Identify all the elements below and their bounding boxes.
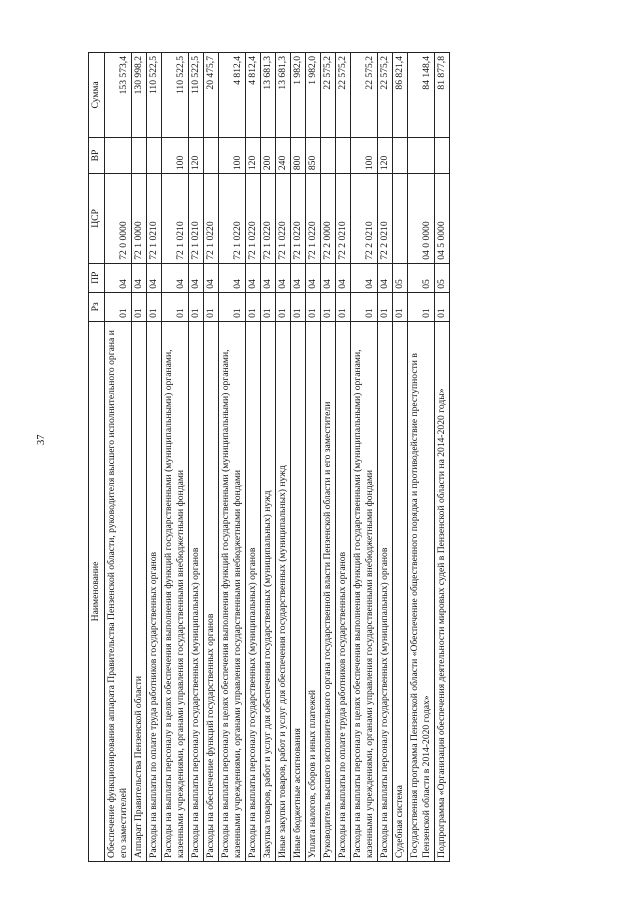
header-csr: ЦСР <box>89 174 105 264</box>
cell-vr: 200 <box>260 137 275 173</box>
cell-name: Расходы на выплаты персоналу государственных (муниципальных) органов <box>188 321 203 861</box>
table-row <box>203 53 218 862</box>
cell-pr: 04 <box>131 263 146 292</box>
cell-vr: 100 <box>218 137 245 173</box>
cell-rz: 01 <box>131 292 146 321</box>
cell-pr: 04 <box>203 263 218 292</box>
cell-vr <box>335 137 350 173</box>
cell-csr: 72 1 0220 <box>305 174 320 264</box>
cell-vr: 100 <box>161 137 188 173</box>
cell-sum: 130 998,2 <box>131 53 146 138</box>
cell-csr: 72 1 0000 <box>131 174 146 264</box>
table-row <box>305 53 320 862</box>
cell-vr: 240 <box>275 137 290 173</box>
cell-vr: 120 <box>188 137 203 173</box>
header-rz: Рз <box>89 292 105 321</box>
cell-rz: 01 <box>146 292 161 321</box>
cell-sum: 110 522,5 <box>161 53 188 138</box>
cell-csr <box>392 174 407 264</box>
cell-rz: 01 <box>260 292 275 321</box>
cell-vr: 800 <box>290 137 305 173</box>
cell-pr: 04 <box>377 263 392 292</box>
cell-name: Закупка товаров, работ и услуг для обеспечения государственных (муниципальных) нужд <box>260 321 275 861</box>
cell-name: Иные бюджетные ассигнования <box>290 321 305 861</box>
cell-pr: 04 <box>161 263 188 292</box>
table-row <box>335 53 350 862</box>
cell-vr <box>105 137 132 173</box>
cell-sum: 13 681,3 <box>275 53 290 138</box>
cell-sum: 4 812,4 <box>218 53 245 138</box>
cell-name: Подпрограмма «Организация обеспечения деятельности мировых судей в Пензенской области на 2014-2020 годы» <box>434 321 449 861</box>
cell-rz: 01 <box>434 292 449 321</box>
cell-name: Расходы на выплаты персоналу в целях обеспечения выполнения функций государственными (муниципальными) органами, казенными учреждениями, органами управления государственными внебюджетными фондами <box>161 321 188 861</box>
table-row <box>290 53 305 862</box>
page-number: 37 <box>36 434 47 445</box>
cell-sum: 22 575,2 <box>320 53 335 138</box>
cell-rz: 01 <box>305 292 320 321</box>
cell-rz: 01 <box>188 292 203 321</box>
cell-sum: 153 573,4 <box>105 53 132 138</box>
cell-vr: 120 <box>377 137 392 173</box>
cell-name: Руководитель высшего исполнительного органа государственной власти Пензенской области и его заместители <box>320 321 335 861</box>
header-name: Наименование <box>89 321 105 861</box>
cell-rz: 01 <box>407 292 434 321</box>
cell-pr: 04 <box>260 263 275 292</box>
cell-vr: 850 <box>305 137 320 173</box>
cell-vr <box>320 137 335 173</box>
cell-name: Расходы на выплаты персоналу в целях обеспечения выполнения функций государственными (муниципальными) органами, казенными учреждениями, органами управления государственными внебюджетными фондами <box>218 321 245 861</box>
cell-sum: 22 575,2 <box>335 53 350 138</box>
table-row <box>275 53 290 862</box>
cell-pr: 04 <box>218 263 245 292</box>
cell-name: Уплата налогов, сборов и иных платежей <box>305 321 320 861</box>
cell-name: Аппарат Правительства Пензенской области <box>131 321 146 861</box>
cell-rz: 01 <box>245 292 260 321</box>
cell-sum: 84 148,4 <box>407 53 434 138</box>
cell-pr: 04 <box>320 263 335 292</box>
cell-sum: 1 982,0 <box>290 53 305 138</box>
cell-csr: 72 1 0220 <box>260 174 275 264</box>
cell-csr: 72 1 0220 <box>290 174 305 264</box>
cell-rz: 01 <box>290 292 305 321</box>
cell-sum: 81 877,8 <box>434 53 449 138</box>
cell-pr: 04 <box>146 263 161 292</box>
cell-name: Расходы на выплаты персоналу государственных (муниципальных) органов <box>245 321 260 861</box>
cell-pr: 04 <box>188 263 203 292</box>
cell-csr: 04 0 0000 <box>407 174 434 264</box>
cell-pr: 05 <box>434 263 449 292</box>
cell-name: Государственная программа Пензенской области «Обеспечение общественного порядка и противодействие преступности в Пензенской области в 2014-2020 годах» <box>407 321 434 861</box>
table-row <box>245 53 260 862</box>
cell-vr <box>392 137 407 173</box>
cell-pr: 04 <box>335 263 350 292</box>
table-row <box>434 53 449 862</box>
cell-rz: 01 <box>377 292 392 321</box>
cell-name: Расходы на выплаты персоналу государственных (муниципальных) органов <box>377 321 392 861</box>
cell-pr: 04 <box>105 263 132 292</box>
cell-pr: 04 <box>275 263 290 292</box>
table-row <box>161 53 188 862</box>
table-row <box>131 53 146 862</box>
cell-pr: 05 <box>407 263 434 292</box>
budget-table <box>88 52 450 862</box>
cell-pr: 04 <box>245 263 260 292</box>
cell-rz: 01 <box>161 292 188 321</box>
cell-sum: 20 475,7 <box>203 53 218 138</box>
cell-vr <box>131 137 146 173</box>
table-row <box>260 53 275 862</box>
cell-csr: 72 2 0210 <box>350 174 377 264</box>
rotated-table-wrapper <box>88 52 554 862</box>
cell-vr <box>203 137 218 173</box>
cell-sum: 13 681,3 <box>260 53 275 138</box>
cell-sum: 110 522,5 <box>146 53 161 138</box>
cell-csr: 72 2 0000 <box>320 174 335 264</box>
header-pr: ПР <box>89 263 105 292</box>
cell-sum: 22 575,2 <box>350 53 377 138</box>
cell-vr <box>146 137 161 173</box>
cell-pr: 05 <box>392 263 407 292</box>
cell-pr: 04 <box>350 263 377 292</box>
cell-csr: 72 1 0210 <box>161 174 188 264</box>
table-row <box>320 53 335 862</box>
cell-rz: 01 <box>275 292 290 321</box>
cell-vr: 100 <box>350 137 377 173</box>
cell-name: Расходы на выплаты по оплате труда работников государственных органов <box>146 321 161 861</box>
cell-rz: 01 <box>105 292 132 321</box>
cell-rz: 01 <box>203 292 218 321</box>
cell-csr: 72 0 0000 <box>105 174 132 264</box>
cell-sum: 86 821,4 <box>392 53 407 138</box>
table-row <box>146 53 161 862</box>
table-row <box>392 53 407 862</box>
cell-rz: 01 <box>350 292 377 321</box>
cell-sum: 22 575,2 <box>377 53 392 138</box>
cell-rz: 01 <box>392 292 407 321</box>
cell-name: Расходы на выплаты по оплате труда работников государственных органов <box>335 321 350 861</box>
table-body <box>105 53 450 862</box>
table-row <box>350 53 377 862</box>
cell-rz: 01 <box>320 292 335 321</box>
cell-pr: 04 <box>290 263 305 292</box>
cell-csr: 72 1 0210 <box>146 174 161 264</box>
cell-csr: 72 1 0210 <box>188 174 203 264</box>
cell-csr: 72 2 0210 <box>335 174 350 264</box>
cell-name: Иные закупки товаров, работ и услуг для обеспечения государственных (муниципальных) нужд <box>275 321 290 861</box>
cell-vr <box>407 137 434 173</box>
cell-name: Судебная система <box>392 321 407 861</box>
cell-name: Расходы на выплаты персоналу в целях обеспечения выполнения функций государственными (муниципальными) органами, казенными учреждениями, органами управления государственными внебюджетными фондами <box>350 321 377 861</box>
table-row <box>188 53 203 862</box>
cell-csr: 72 1 0220 <box>218 174 245 264</box>
cell-csr: 72 1 0220 <box>245 174 260 264</box>
cell-pr: 04 <box>305 263 320 292</box>
table-row <box>407 53 434 862</box>
cell-sum: 110 522,5 <box>188 53 203 138</box>
table-header-row <box>89 53 105 862</box>
table-row <box>105 53 132 862</box>
cell-csr: 72 2 0210 <box>377 174 392 264</box>
cell-vr <box>434 137 449 173</box>
cell-name: Обеспечение функционирования аппарата Правительства Пензенской области, руководителя высшего исполнительного органа и его заместителей <box>105 321 132 861</box>
cell-sum: 4 812,4 <box>245 53 260 138</box>
table-row <box>377 53 392 862</box>
cell-name: Расходы на обеспечение функций государственных органов <box>203 321 218 861</box>
cell-rz: 01 <box>335 292 350 321</box>
cell-sum: 1 982,0 <box>305 53 320 138</box>
header-vr: ВР <box>89 137 105 173</box>
cell-rz: 01 <box>218 292 245 321</box>
cell-csr: 72 1 0220 <box>275 174 290 264</box>
cell-vr: 120 <box>245 137 260 173</box>
cell-csr: 04 5 0000 <box>434 174 449 264</box>
header-sum: Сумма <box>89 53 105 138</box>
table-row <box>218 53 245 862</box>
cell-csr: 72 1 0220 <box>203 174 218 264</box>
